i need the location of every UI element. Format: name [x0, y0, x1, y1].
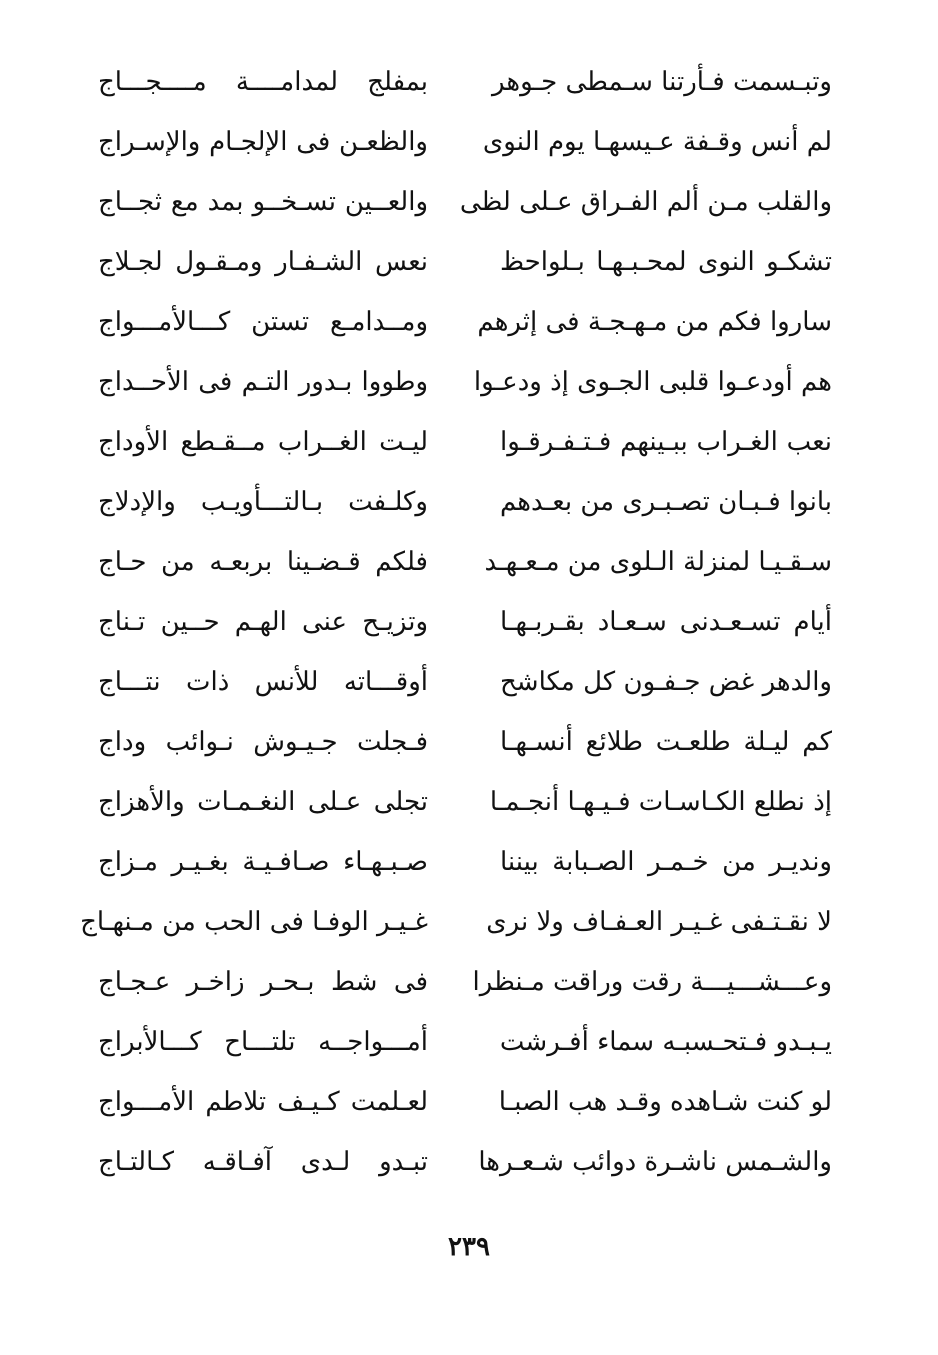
first-hemistich: تشكـو النوى لمحـبـهـا بـلواحظ: [500, 247, 832, 277]
second-hemistich: نعس الشـفـار ومـقـول لجـلاج: [98, 247, 428, 277]
verse-row: [80, 592, 850, 652]
second-hemistich: وكلـفت بـالتـــأويـب والإدلاج: [98, 487, 428, 517]
verse-row: [80, 412, 850, 472]
first-hemistich: والقلب مـن ألم الفـراق عـلى لظى: [459, 187, 832, 217]
verse-row: [80, 952, 850, 1012]
verse-row: [80, 232, 850, 292]
verse-row: [80, 532, 850, 592]
verse-row: [80, 52, 850, 112]
first-hemistich: إذ نطلع الكـاسـات فـيـهـا أنجـمـا: [489, 787, 832, 817]
second-hemistich: تبـدو لـدى آفـاقـه كـالتـاج: [98, 1147, 428, 1177]
first-hemistich: ساروا فكم من مـهـجـة فى إثرهم: [477, 307, 832, 337]
second-hemistich: وتزيـح عنى الهـم حــين تـناج: [98, 607, 428, 637]
first-hemistich: لا نقـتـفى غـيـر العـفـاف ولا نرى: [486, 907, 832, 937]
second-hemistich: ليـت الغــراب مــقـطع الأوداج: [98, 427, 428, 457]
verse-row: [80, 472, 850, 532]
verse-row: [80, 772, 850, 832]
second-hemistich: فـجلت جـيـوش نـوائب وداج: [98, 727, 428, 757]
second-hemistich: والعــين تسـخــو بمد مع ثجــاج: [98, 187, 428, 217]
page-number: ٢٣٩: [448, 1232, 490, 1262]
verse-row: [80, 652, 850, 712]
verse-row: [80, 1132, 850, 1192]
first-hemistich: والدهر غض جـفـون كل مكاشح: [500, 667, 832, 697]
verse-row: [80, 292, 850, 352]
second-hemistich: فى شط بـحـر زاخـر عـجـاج: [98, 967, 428, 997]
first-hemistich: نعب الغـراب ببـينهم فـتـفـرقـوا: [500, 427, 832, 457]
verse-row: [80, 112, 850, 172]
second-hemistich: تجلى عـلى النغـمـات والأهزاج: [98, 787, 428, 817]
second-hemistich: والظعـن فى الإلجـام والإسـراج: [98, 127, 428, 157]
verse-row: [80, 1072, 850, 1132]
first-hemistich: لو كنت شـاهده وقـد هب الصبـا: [498, 1087, 832, 1117]
second-hemistich: لعـلمت كـيـف تلاطم الأمـــواج: [98, 1087, 428, 1117]
second-hemistich: أمـــواجــه تلتـــاح كـــالأبراج: [98, 1027, 428, 1057]
first-hemistich: سـقـيـا لمنزلة الـلوى من مـعـهـد: [484, 547, 832, 577]
first-hemistich: أيام تسـعـدنى سـعـاد بقـربـهـا: [500, 607, 832, 637]
second-hemistich: بمفلج لمدامــــة مــــجـــاج: [98, 67, 428, 97]
first-hemistich: كم ليـلة طلعـت طلائع أنسـهـا: [500, 727, 832, 757]
second-hemistich: فلكم قـضـينا بربعـه من حـاج: [98, 547, 428, 577]
second-hemistich: صـبـهـاء صـافـيـة بغـيـر مـزاج: [98, 847, 428, 877]
first-hemistich: ونديـر من خـمـر الصـبابة بيننا: [500, 847, 832, 877]
second-hemistich: ومــدامـع تستن كـــالأمـــواج: [98, 307, 428, 337]
second-hemistich: أوقـــاته للأنس ذات نتـــاج: [98, 667, 428, 697]
verse-row: [80, 1012, 850, 1072]
poem-body: [80, 52, 850, 1192]
verse-row: [80, 712, 850, 772]
first-hemistich: هم أودعـوا قلبى الجـوى إذ ودعـوا: [473, 367, 832, 397]
first-hemistich: يـبـدو فـتحـسبـه سماء أفـرشت: [499, 1027, 832, 1057]
second-hemistich: وطووا بـدور التـم فى الأحــداج: [98, 367, 428, 397]
verse-row: [80, 352, 850, 412]
verse-row: [80, 172, 850, 232]
second-hemistich: غـيـر الوفـا فى الحب من مـنهـاج: [80, 907, 428, 937]
first-hemistich: والشـمس ناشـرة دوائب شـعـرها: [478, 1147, 832, 1177]
first-hemistich: لم أنس وقـفة عـيسهـا يوم النوى: [482, 127, 832, 157]
verse-row: [80, 832, 850, 892]
first-hemistich: بانوا فـبـان تصـبـرى من بعـدهم: [500, 487, 832, 517]
first-hemistich: وتبـسمت فـأرتنا سـمطى جـوهر: [492, 67, 832, 97]
verse-row: [80, 892, 850, 952]
first-hemistich: وعـــشـــيـــة رقت وراقت مـنظرا: [472, 967, 832, 997]
